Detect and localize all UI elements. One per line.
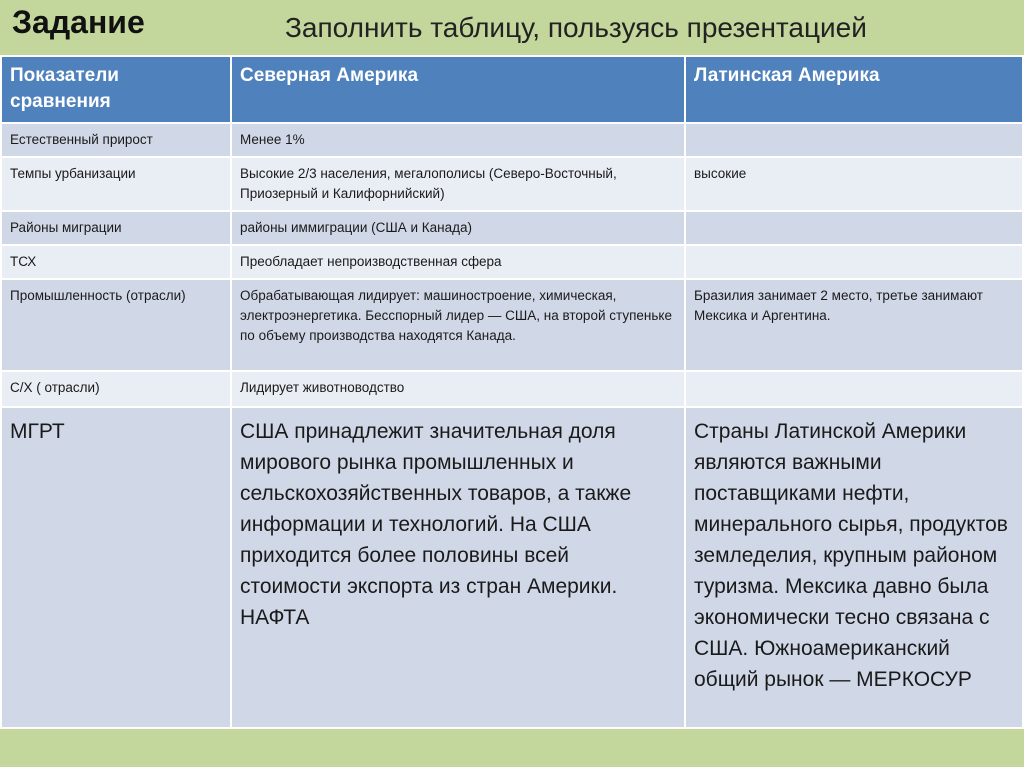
north-america-cell: районы иммиграции (США и Канада) [231,211,685,245]
table-row [1,371,1023,407]
header-latin-america: Латинская Америка [685,56,1023,123]
table-header-row [1,56,1023,123]
latin-america-cell [685,123,1023,157]
table-row [1,245,1023,279]
north-america-cell: Лидирует животноводство [231,371,685,407]
north-america-cell: Высокие 2/3 населения, мегалополисы (Северо-Восточный, Приозерный и Калифорнийский) [231,157,685,211]
slide-title: Задание [12,4,145,40]
row-label: МГРТ [1,407,231,728]
slide-subtitle: Заполнить таблицу, пользуясь презентацией [285,12,867,43]
latin-america-cell: Бразилия занимает 2 место, третье занимают Мексика и Аргентина. [685,279,1023,371]
row-label: Промышленность (отрасли) [1,279,231,371]
north-america-cell: Обрабатывающая лидирует: машиностроение, химическая, электроэнергетика. Бесспорный лидер — США, на второй ступеньке по объему производства находятся Канада. [231,279,685,371]
row-label: Районы миграции [1,211,231,245]
table-row [1,157,1023,211]
table-row [1,123,1023,157]
row-label: С/Х ( отрасли) [1,371,231,407]
table-row [1,407,1023,728]
north-america-cell: США принадлежит значительная доля мирового рынка промышленных и сельскохозяйственных товаров, а также информации и технологий. На США приходится более половины всей стоимости экспорта из стран Америки. НАФТА [231,407,685,728]
comparison-table [0,55,1024,729]
header-north-america: Северная Америка [231,56,685,123]
latin-america-cell: Страны Латинской Америки являются важными поставщиками нефти, минерального сырья, продуктов земледелия, крупным районом туризма. Мексика давно была экономически тесно связана с США. Южноамериканский общий рынок — МЕРКОСУР [685,407,1023,728]
row-label: Темпы урбанизации [1,157,231,211]
north-america-cell: Преобладает непроизводственная сфера [231,245,685,279]
table-row [1,279,1023,371]
row-label: ТСХ [1,245,231,279]
latin-america-cell [685,245,1023,279]
header-indicators: Показатели сравнения [1,56,231,123]
row-label: Естественный прирост [1,123,231,157]
latin-america-cell [685,371,1023,407]
north-america-cell: Менее 1% [231,123,685,157]
table-row [1,211,1023,245]
latin-america-cell: высокие [685,157,1023,211]
latin-america-cell [685,211,1023,245]
